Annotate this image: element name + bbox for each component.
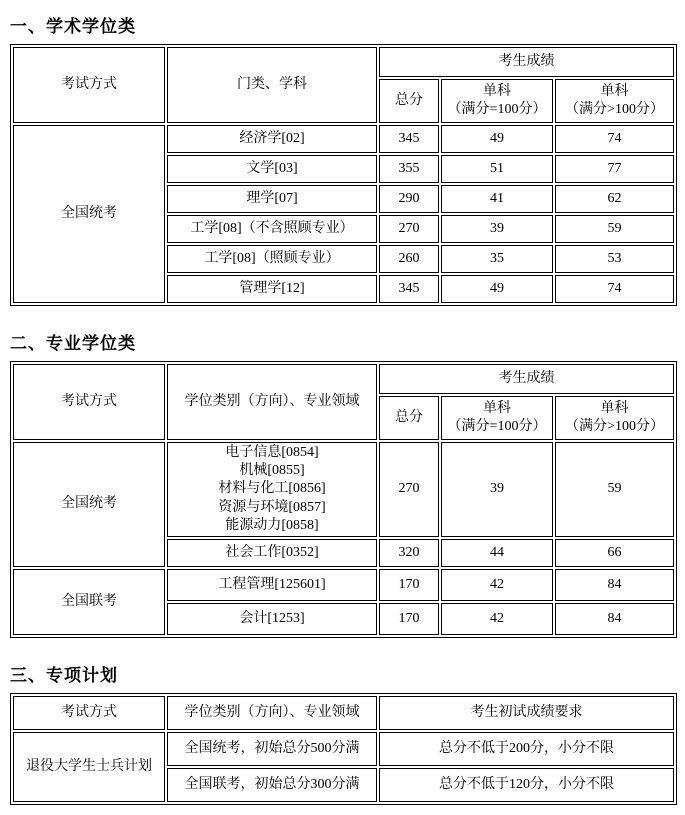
program-cell: 退役大学生士兵计划 xyxy=(13,732,165,802)
total-cell: 170 xyxy=(379,569,439,601)
header-category: 学位类别（方向）、专业领域 xyxy=(167,696,377,730)
special-programs-table xyxy=(10,693,677,805)
single-eq100-cell: 39 xyxy=(441,215,553,243)
total-cell: 345 xyxy=(379,125,439,153)
method-cell: 全国统考，初始总分500分满 xyxy=(167,732,377,766)
single-eq100-cell: 41 xyxy=(441,185,553,213)
single-gt100-cell: 84 xyxy=(555,603,674,635)
total-cell: 320 xyxy=(379,539,439,567)
header-single-gt100-note: （满分>100分） xyxy=(565,419,664,434)
header-single-gt100 xyxy=(555,79,674,123)
single-eq100-cell: 42 xyxy=(441,603,553,635)
header-single-eq100-label: 单科 xyxy=(483,400,511,416)
method-cell: 全国联考，初始总分300分满 xyxy=(167,768,377,802)
header-exam-method: 考试方式 xyxy=(13,47,165,123)
subject-cell: 管理学[12] xyxy=(167,275,377,303)
single-gt100-cell: 62 xyxy=(555,185,674,213)
total-cell: 260 xyxy=(379,245,439,273)
single-eq100-cell: 51 xyxy=(441,155,553,183)
single-eq100-cell: 39 xyxy=(441,442,553,537)
section-special-programs xyxy=(10,661,677,805)
single-gt100-cell: 66 xyxy=(555,539,674,567)
single-gt100-cell: 84 xyxy=(555,569,674,601)
header-exam-method: 考试方式 xyxy=(13,364,165,440)
header-single-eq100-note: （满分=100分） xyxy=(447,102,547,117)
subject-cell: 理学[07] xyxy=(167,185,377,213)
header-single-gt100-label: 单科 xyxy=(600,83,629,99)
total-cell: 290 xyxy=(379,185,439,213)
academic-score-table xyxy=(10,44,677,306)
header-row xyxy=(13,696,674,730)
section-special-title: 三、专项计划 xyxy=(10,665,118,685)
section-academic-title: 一、学术学位类 xyxy=(10,17,136,36)
header-category: 学位类别（方向）、专业领域 xyxy=(167,364,377,440)
single-gt100-cell: 53 xyxy=(555,245,674,273)
subject-cell: 工程管理[125601] xyxy=(167,569,377,601)
header-score-requirement: 考生初试成绩要求 xyxy=(379,696,674,730)
professional-score-table xyxy=(10,361,677,638)
single-gt100-cell: 59 xyxy=(555,215,674,243)
exam-method-cell: 全国统考 xyxy=(13,442,165,567)
table-row xyxy=(13,125,674,153)
header-candidate-scores: 考生成绩 xyxy=(379,364,674,394)
exam-method-cell: 全国联考 xyxy=(13,569,165,635)
header-candidate-scores: 考生成绩 xyxy=(379,47,674,77)
section-academic-degrees xyxy=(10,12,677,306)
subject-cell: 经济学[02] xyxy=(167,125,377,153)
header-total-score: 总分 xyxy=(379,79,439,123)
single-gt100-cell: 74 xyxy=(555,125,674,153)
total-cell: 345 xyxy=(379,275,439,303)
header-total-score: 总分 xyxy=(379,396,439,440)
subject-cell: 社会工作[0352] xyxy=(167,539,377,567)
section-professional-title: 二、专业学位类 xyxy=(10,334,136,353)
header-category: 门类、学科 xyxy=(167,47,377,123)
subject-cell: 工学[08]（不含照顾专业） xyxy=(167,215,377,243)
header-single-eq100 xyxy=(441,79,553,123)
subject-group-cell xyxy=(167,442,377,537)
single-gt100-cell: 77 xyxy=(555,155,674,183)
header-row-group xyxy=(13,364,674,394)
header-row-group xyxy=(13,47,674,77)
header-single-eq100-note: （满分=100分） xyxy=(447,419,547,434)
header-single-gt100-label: 单科 xyxy=(600,400,629,416)
single-gt100-cell: 59 xyxy=(555,442,674,537)
single-eq100-cell: 49 xyxy=(441,275,553,303)
subject-line: 能源动力[0858] xyxy=(225,517,319,533)
single-eq100-cell: 49 xyxy=(441,125,553,153)
total-cell: 270 xyxy=(379,442,439,537)
section-professional-degrees xyxy=(10,329,677,638)
subject-cell: 文学[03] xyxy=(167,155,377,183)
subject-line: 机械[0855] xyxy=(239,463,305,479)
table-row xyxy=(13,569,674,601)
requirement-cell: 总分不低于200分，小分不限 xyxy=(379,732,674,766)
single-eq100-cell: 42 xyxy=(441,569,553,601)
header-single-gt100 xyxy=(555,396,674,440)
total-cell: 170 xyxy=(379,603,439,635)
table-row xyxy=(13,442,674,537)
single-gt100-cell: 74 xyxy=(555,275,674,303)
single-eq100-cell: 35 xyxy=(441,245,553,273)
exam-method-cell: 全国统考 xyxy=(13,125,165,303)
header-single-eq100 xyxy=(441,396,553,440)
header-single-gt100-note: （满分>100分） xyxy=(565,102,664,117)
total-cell: 270 xyxy=(379,215,439,243)
subject-line: 材料与化工[0856] xyxy=(218,481,326,497)
subject-cell: 工学[08]（照顾专业） xyxy=(167,245,377,273)
subject-line: 资源与环境[0857] xyxy=(218,499,326,515)
subject-line: 电子信息[0854] xyxy=(225,445,319,460)
total-cell: 355 xyxy=(379,155,439,183)
header-exam-method: 考试方式 xyxy=(13,696,165,730)
requirement-cell: 总分不低于120分，小分不限 xyxy=(379,768,674,802)
header-single-eq100-label: 单科 xyxy=(483,83,511,99)
single-eq100-cell: 44 xyxy=(441,539,553,567)
subject-cell: 会计[1253] xyxy=(167,603,377,635)
